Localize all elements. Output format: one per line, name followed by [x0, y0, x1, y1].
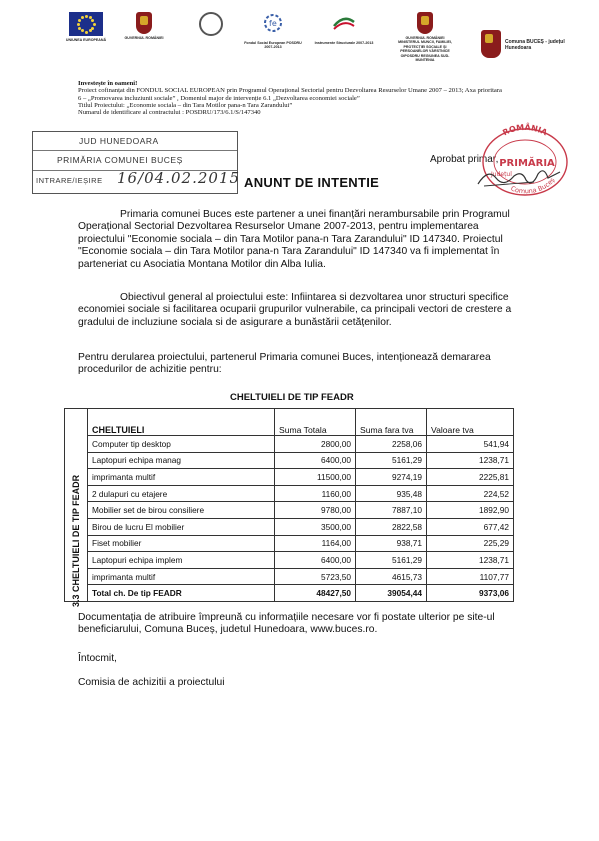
romania-crest-icon	[136, 12, 152, 34]
commission-label: Comisia de achizitii a proiectului	[78, 677, 225, 688]
svg-text:fe: fe	[269, 19, 277, 28]
stamp-bottom-text: Comuna Buceș	[509, 176, 557, 196]
procurement-paragraph: Pentru derularea proiectului, partenerul Primaria comunei Buces, intenționează demararea procedurilor de achizitie pentru:	[78, 352, 491, 376]
star-icon	[81, 16, 84, 19]
table-total-row: Total ch. De tip FEADR 48427,50 39054,44 9373,06	[65, 585, 514, 602]
header-total: Suma Totala	[275, 409, 356, 436]
funding-slogan: Investește în oameni!	[78, 80, 138, 87]
logo-structural	[312, 12, 376, 45]
buces-crest-icon	[481, 30, 501, 58]
logo-government	[116, 12, 172, 40]
logo-fse-seal	[186, 12, 236, 36]
table-row: Computer tip desktop 2800,00 2258,06 541,94	[65, 436, 514, 453]
structural-funds-icon	[331, 12, 357, 34]
star-icon	[89, 29, 92, 32]
fse-seal-icon	[199, 12, 223, 36]
table-row: imprimanta multif 11500,00 9274,19 2225,81	[65, 469, 514, 486]
table-side-label: 3.3 CHELTUIELI DE TIP FEADR	[65, 409, 88, 602]
table-row: Laptopuri echipa manag 6400,00 5161,29 1238,71	[65, 452, 514, 469]
star-icon	[78, 19, 81, 22]
approved-label: Aprobat primar,	[430, 154, 499, 165]
star-icon	[77, 23, 80, 26]
funding-line: Proiect cofinanțat din FONDUL SOCIAL EUROPEAN prin Programul Operațional Sectorial pentru Dezvoltarea Resurselor Umane 2007 – 2013; Axa prioritara	[78, 87, 502, 95]
star-icon	[78, 27, 81, 30]
star-icon	[85, 15, 88, 18]
eu-flag-icon	[69, 12, 103, 36]
stamp-left-text: Județul	[491, 171, 512, 178]
header-without-vat: Suma fara tva	[356, 409, 427, 436]
registry-stamp	[32, 131, 241, 194]
project-title-line: Titlul Proiectului: „Economie sociala – din Tara Motilor pana-n Tara Zarandului”	[78, 101, 293, 109]
expenses-table	[64, 408, 514, 607]
funding-info	[78, 80, 588, 116]
table-title: CHELTUIELI DE TIP FEADR	[230, 392, 354, 403]
registry-office: PRIMĂRIA COMUNEI BUCEȘ	[57, 155, 183, 165]
signature-icon	[474, 164, 564, 192]
registry-label: INTRARE/IEȘIRE	[36, 176, 103, 185]
fse-logo-icon	[260, 12, 286, 34]
star-icon	[91, 27, 94, 30]
header-vat: Valoare tva	[427, 409, 514, 436]
contract-number-line: Numarul de identificare al contractului : POSDRU/173/6.1/S/147340	[78, 109, 261, 117]
table-header-row	[65, 409, 514, 436]
logo-caption: Fondul Social European POSDRU 2007-2013	[244, 41, 302, 50]
logo-strip	[58, 12, 578, 82]
logo-eu	[58, 12, 114, 42]
logo-caption: GUVERNUL ROMÂNIEI	[124, 36, 164, 40]
page-title: ANUNT DE INTENTIE	[244, 175, 380, 190]
registry-number: 16/04.02.2015	[117, 169, 241, 187]
star-icon	[85, 31, 88, 34]
table-row: imprimanta multif 5723,50 4615,73 1107,77	[65, 568, 514, 585]
table-row: Laptopuri echipa implem 6400,00 5161,29 1238,71	[65, 552, 514, 569]
header-expense: CHELTUIELI	[88, 409, 275, 436]
intro-paragraph: Primaria comunei Buces este partener a unei finanțări nerambursabile prin Programul Operațional Sectorial Dezvoltarea Resurselor Umane 2007-2013, pentru implementarea proiectului "Economie sociala – din Tara Motilor pana-n Tara Zarandului" ID 147340. Proiectul "Economie sociala – din Tara Motilor pana-n Tara Zarandului" ID 147340 va fi implementat în parteneriat cu Asociatia Montana Motilor din Alba Iulia.	[78, 209, 510, 270]
svg-text:ROMÂNIA	[501, 121, 549, 138]
table-row: Birou de lucru El mobilier 3500,00 2822,58 677,42	[65, 518, 514, 535]
prepared-by-label: Întocmit,	[78, 653, 117, 664]
logo-caption: UNIUNEA EUROPEANĂ	[65, 38, 107, 42]
logo-buces	[468, 12, 578, 58]
table-row: Fiset mobilier 1164,00 938,71 225,29	[65, 535, 514, 552]
star-icon	[81, 29, 84, 32]
stamp-center-text: PRIMĂRIA	[499, 158, 555, 169]
logo-caption: GUVERNUL ROMÂNIEI MINISTERUL MUNCII, FAMILIEI, PROTECȚIEI SOCIALE ȘI PERSOANELOR VÂRSTNICE OIPOSDRU REGIUNEA SUD-MUNTENIA	[398, 36, 452, 63]
logo-fse	[242, 12, 304, 50]
logo-ministry	[394, 12, 456, 62]
objective-paragraph: Obiectivul general al proiectului este: Infiintarea si dezvoltarea unor structuri specifice economiei sociale si facilitarea ocuparii grupurilor vulnerabile, ca principali vectori de crestere a gradului de incluziune sociala si de asigurare a bunăstării cetățenilor.	[78, 292, 512, 328]
funding-line: 6 – „Promovarea incluziunii sociale” , Domeniul major de intervenție 6.1 „Dezvoltarea economiei sociale”	[78, 94, 360, 102]
logo-caption: Instrumente Structurale 2007-2013	[314, 41, 374, 45]
table-row: Mobilier set de birou consiliere 9780,00 7887,10 1892,90	[65, 502, 514, 519]
ministry-crest-icon	[417, 12, 433, 34]
star-icon	[93, 23, 96, 26]
star-icon	[91, 19, 94, 22]
logo-caption: Comuna BUCEȘ - județul Hunedoara	[505, 39, 565, 51]
stamp-top-text: ROMÂNIA	[501, 122, 549, 138]
registry-county: JUD HUNEDOARA	[79, 136, 159, 146]
table-row: 2 dulapuri cu etajere 1160,00 935,48 224,52	[65, 485, 514, 502]
documentation-paragraph: Documentația de atribuire împreună cu informațiile necesare vor fi postate ulterior pe site-ul beneficiarului, Comuna Buceș, judetul Hunedoara, www.buces.ro.	[78, 612, 495, 636]
